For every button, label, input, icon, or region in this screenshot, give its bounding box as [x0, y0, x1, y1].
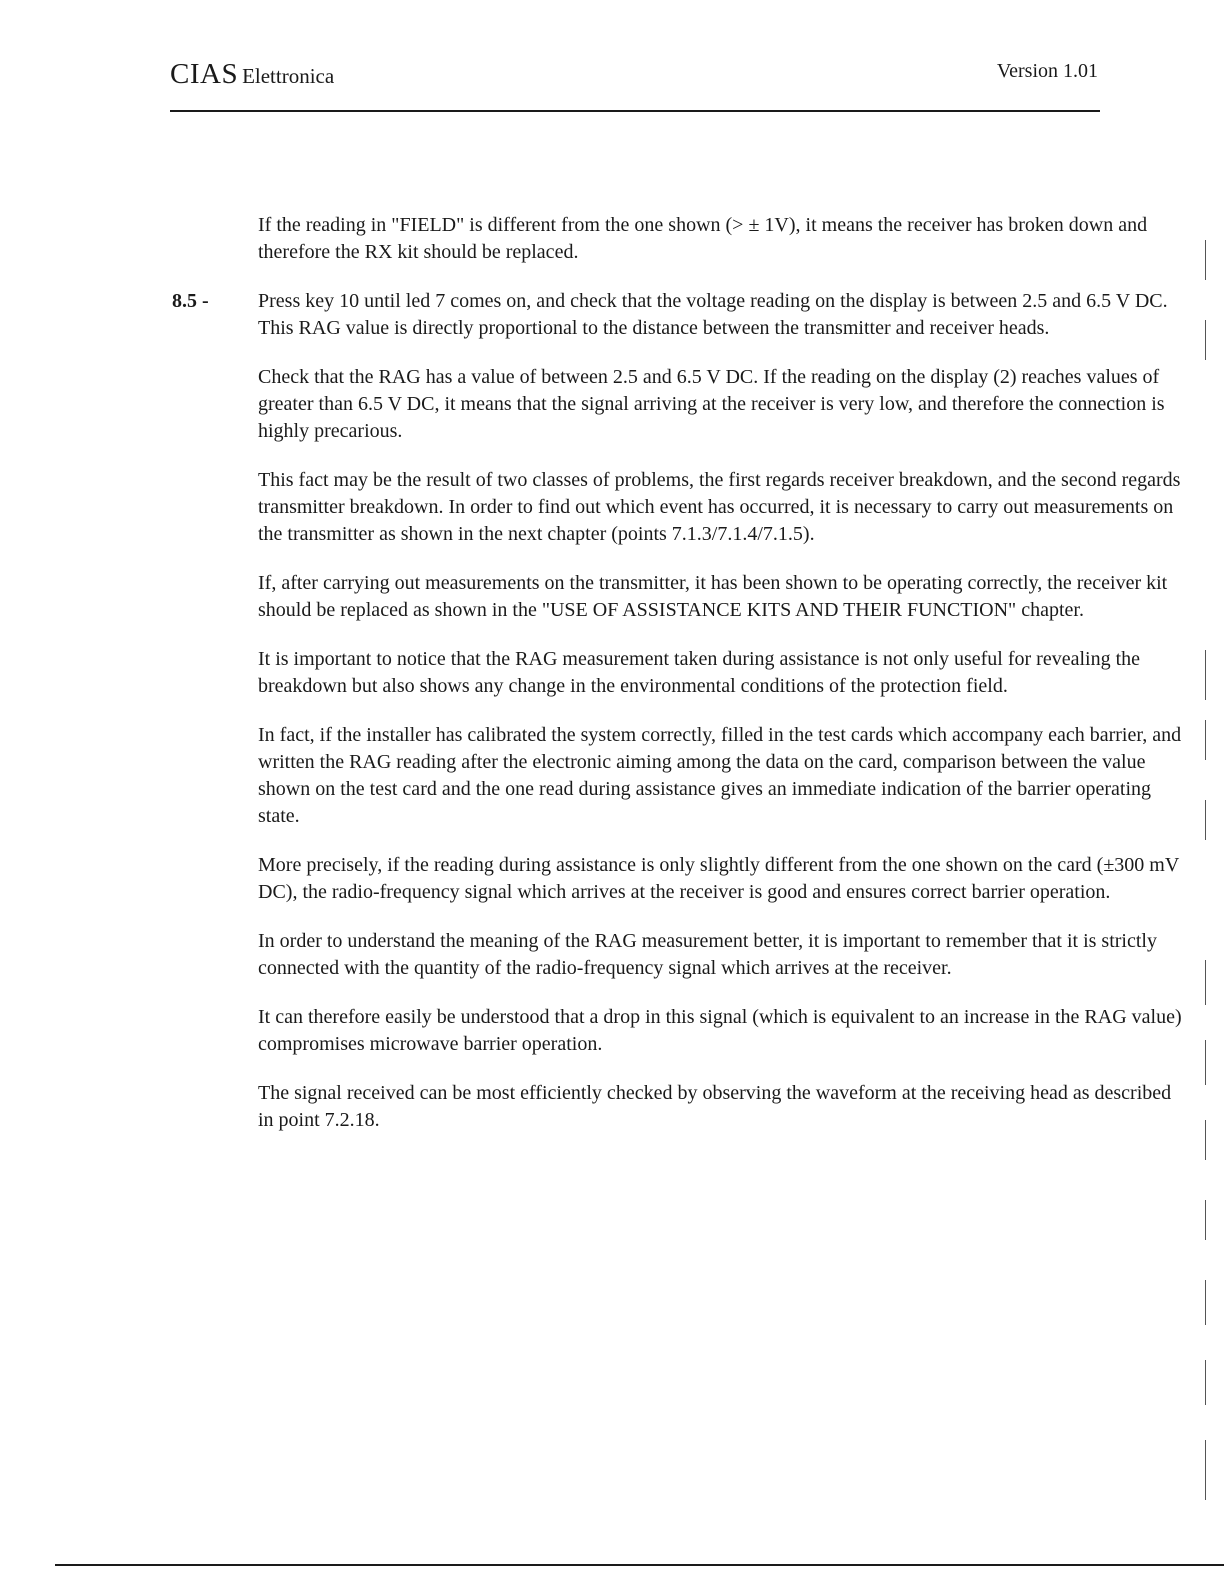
edge-mark [1205, 1440, 1212, 1500]
brand-main: CIAS [170, 58, 239, 90]
edge-mark [1205, 240, 1212, 280]
paragraph: In order to understand the meaning of the RAG measurement better, it is important to remember that it is strictly connected with the quantity of the radio-frequency signal which arrives at the receiver. [258, 930, 1157, 979]
header-rule [170, 110, 1100, 112]
page-header [170, 58, 1100, 118]
paragraph: In fact, if the installer has calibrated the system correctly, filled in the test cards which accompany each barrier, and written the RAG reading after the electronic aiming among the data on the card, comparison between the value shown on the test card and the one read during assistance gives an immediate indication of the barrier operating state. [258, 724, 1182, 827]
paragraph: Check that the RAG has a value of between 2.5 and 6.5 V DC. If the reading on the display (2) reaches values of greater than 6.5 V DC, it means that the signal arriving at the receiver is very low, and therefore the connection is highly precarious. [258, 366, 1165, 442]
paragraph: It is important to notice that the RAG measurement taken during assistance is not only useful for revealing the breakdown but also shows any change in the environmental conditions of the protection field. [258, 648, 1141, 697]
edge-mark [1205, 320, 1212, 360]
section-8-5 [172, 288, 1183, 342]
edge-mark [1205, 1200, 1212, 1240]
bottom-rule [55, 1564, 1224, 1566]
paragraph: It can therefore easily be understood that a drop in this signal (which is equivalent to an increase in the RAG value) compromises microwave barrier operation. [258, 1006, 1182, 1055]
edge-mark [1205, 650, 1212, 700]
brand [170, 58, 334, 91]
edge-mark [1205, 960, 1212, 1005]
scan-edge-marks [1196, 30, 1216, 1530]
edge-mark [1205, 1120, 1212, 1160]
edge-mark [1205, 1040, 1212, 1085]
brand-sub: Elettronica [242, 64, 335, 88]
edge-mark [1205, 800, 1212, 840]
paragraph: Press key 10 until led 7 comes on, and check that the voltage reading on the display is between 2.5 and 6.5 V DC. This RAG value is directly proportional to the distance between the transmitter and receiver heads. [258, 290, 1168, 339]
paragraph: If the reading in "FIELD" is different from the one shown (> ± 1V), it means the receiver has broken down and therefore the RX kit should be replaced. [258, 214, 1148, 263]
edge-mark [1205, 720, 1212, 760]
paragraph: More precisely, if the reading during assistance is only slightly different from the one shown on the card (±300 mV DC), the radio-frequency signal which arrives at the receiver is good and ensures correct barrier operation. [258, 854, 1179, 903]
edge-mark [1205, 1280, 1212, 1325]
paragraph: If, after carrying out measurements on the transmitter, it has been shown to be operating correctly, the receiver kit should be replaced as shown in the "USE OF ASSISTANCE KITS AND THEIR FUNCTION" chapter. [258, 572, 1168, 621]
edge-mark [1205, 1360, 1212, 1405]
paragraph: The signal received can be most efficiently checked by observing the waveform at the receiving head as described in point 7.2.18. [258, 1082, 1172, 1131]
section-number: 8.5 - [172, 290, 209, 312]
version-label: Version 1.01 [996, 60, 1098, 82]
paragraph: This fact may be the result of two classes of problems, the first regards receiver breakdown, and the second regards transmitter breakdown. In order to find out which event has occurred, it is necessary to carry out measurements on the transmitter as shown in the next chapter (points 7.1.3/7.1.4/7.1.5). [258, 469, 1181, 545]
body-text [172, 212, 1183, 1156]
